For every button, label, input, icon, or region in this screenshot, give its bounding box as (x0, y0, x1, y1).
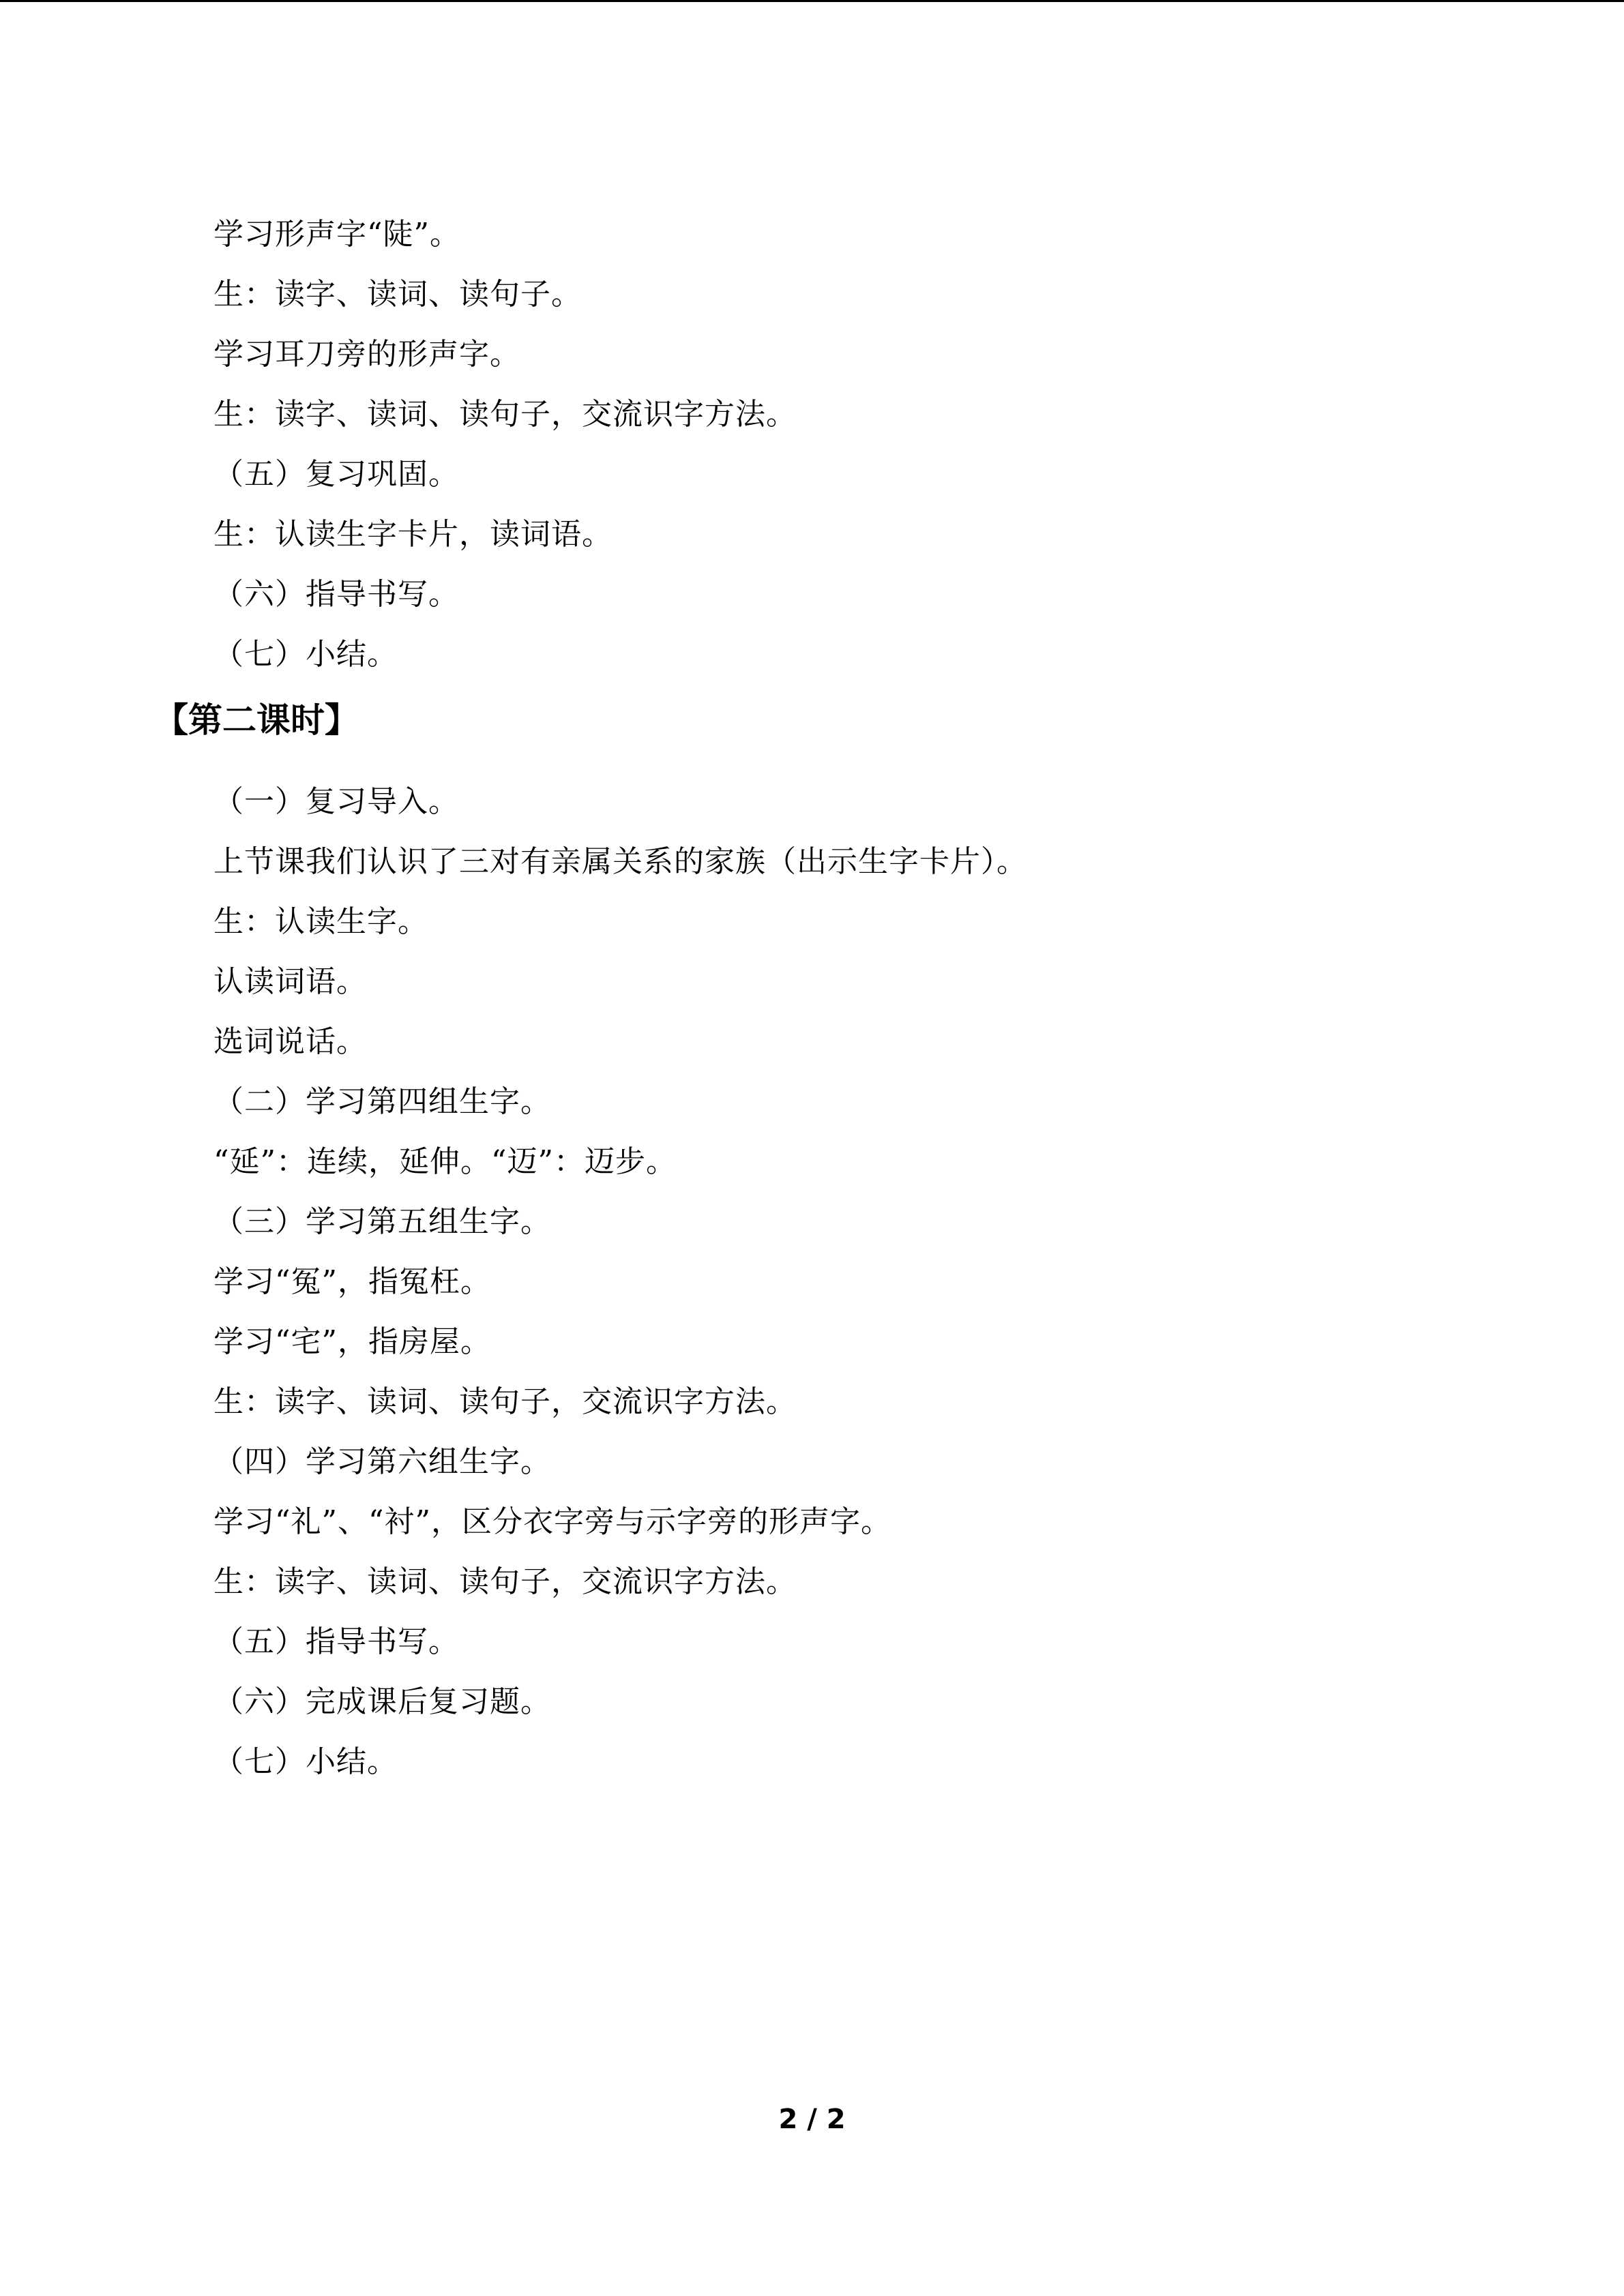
section-heading: 【第二课时】 (154, 700, 359, 740)
paragraph-line: 上节课我们认识了三对有亲属关系的家族（出示生字卡片）。 (213, 844, 1027, 879)
paragraph-line: 选词说话。 (213, 1024, 367, 1059)
paragraph-line: 学习“冤”，指冤枉。 (213, 1264, 491, 1299)
paragraph-line: 生：读字、读词、读句子，交流识字方法。 (213, 1564, 797, 1599)
paragraph-line: 学习“宅”，指房屋。 (213, 1324, 491, 1359)
paragraph-line: 学习“礼”、“衬”，区分衣字旁与示字旁的形声字。 (213, 1504, 891, 1539)
paragraph-line: 学习形声字“陡”。 (213, 217, 460, 252)
paragraph-line: （七）小结。 (213, 1744, 398, 1779)
paragraph-line: （五）复习巩固。 (213, 457, 459, 492)
paragraph-line: 生：读字、读词、读句子，交流识字方法。 (213, 397, 797, 432)
paragraph-line: “延”：连续，延伸。“迈”：迈步。 (213, 1144, 677, 1179)
page-top-border (0, 0, 1624, 2)
paragraph-line: 认读词语。 (213, 964, 367, 999)
paragraph-line: 生：认读生字。 (213, 904, 428, 939)
paragraph-line: （五）指导书写。 (213, 1624, 459, 1659)
paragraph-line: （四）学习第六组生字。 (213, 1444, 551, 1479)
paragraph-line: 生：读字、读词、读句子。 (213, 277, 582, 312)
paragraph-line: （七）小结。 (213, 637, 398, 672)
page-number: 2 / 2 (778, 2104, 846, 2135)
paragraph-line: 学习耳刀旁的形声字。 (213, 337, 520, 372)
paragraph-line: （六）指导书写。 (213, 577, 459, 612)
paragraph-line: （一）复习导入。 (213, 784, 459, 819)
paragraph-line: （六）完成课后复习题。 (213, 1684, 551, 1719)
paragraph-line: 生：认读生字卡片，读词语。 (213, 517, 612, 552)
paragraph-line: 生：读字、读词、读句子，交流识字方法。 (213, 1384, 797, 1419)
paragraph-line: （三）学习第五组生字。 (213, 1204, 551, 1239)
paragraph-line: （二）学习第四组生字。 (213, 1084, 551, 1119)
